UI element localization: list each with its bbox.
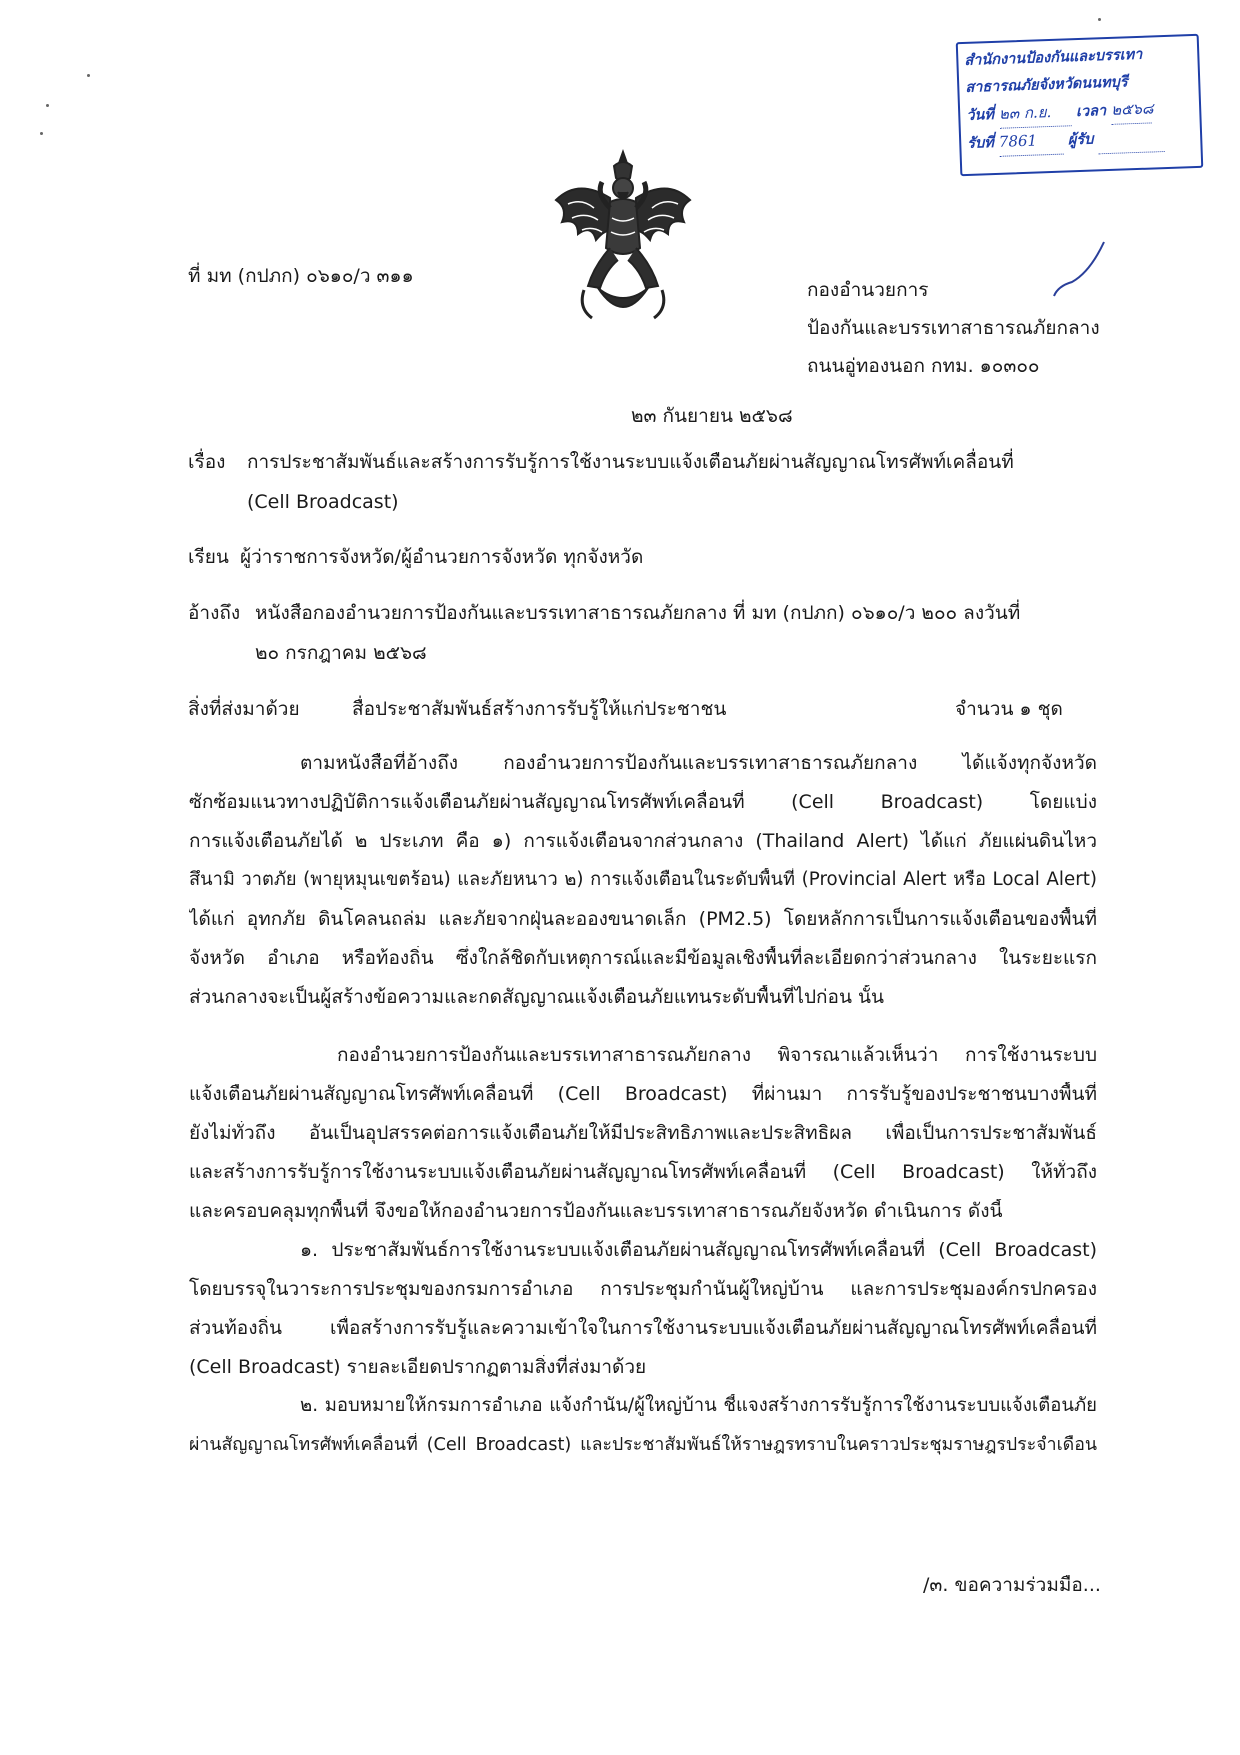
stamp-receipt-value: 7861 bbox=[998, 127, 1063, 157]
stamp-time-value: ๒๕๖๘ bbox=[1111, 96, 1152, 125]
item-1-line: โดยบรรจุในวาระการประชุมของกรมการอำเภอ การประชุมกำนันผู้ใหญ่บ้าน และการประชุมองค์กรปกครอง bbox=[189, 1278, 1097, 1300]
paragraph-2-line: แจ้งเตือนภัยผ่านสัญญาณโทรศัพท์เคลื่อนที่ (Cell Broadcast) ที่ผ่านมา การรับรู้ของประชาชนบางพื้นที่ bbox=[189, 1083, 1097, 1105]
item-1-line: (Cell Broadcast) รายละเอียดปรากฏตามสิ่งที่ส่งมาด้วย bbox=[189, 1356, 647, 1378]
reference-label: อ้างถึง bbox=[188, 602, 241, 624]
stamp-office-line2: สาธารณภัยจังหวัดนนทบุรี bbox=[965, 74, 1128, 96]
signature-mark-icon bbox=[1050, 238, 1110, 304]
stamp-receiver-label: ผู้รับ bbox=[1067, 131, 1094, 149]
paragraph-2-line: กองอำนวยการป้องกันและบรรเทาสาธารณภัยกลาง พิจารณาแล้วเห็นว่า การใช้งานระบบ bbox=[337, 1044, 1097, 1066]
paragraph-1-line: สึนามิ วาตภัย (พายุหมุนเขตร้อน) และภัยหนาว ๒) การแจ้งเตือนในระดับพื้นที่ (Provincial Alert หรือ Local Alert) bbox=[189, 869, 1097, 890]
reference-line-1: หนังสือกองอำนวยการป้องกันและบรรเทาสาธารณภัยกลาง ที่ มท (กปภก) ๐๖๑๐/ว ๒๐๐ ลงวันที่ bbox=[255, 602, 1021, 624]
stamp-date-value: ๒๓ ก.ย. bbox=[998, 98, 1071, 128]
paragraph-1-line: ตามหนังสือที่อ้างถึง กองอำนวยการป้องกันและบรรเทาสาธารณภัยกลาง ได้แจ้งทุกจังหวัด bbox=[300, 752, 1097, 774]
paragraph-1-line: การแจ้งเตือนภัยได้ ๒ ประเภท คือ ๑) การแจ้งเตือนจากส่วนกลาง (Thailand Alert) ได้แก่ ภัยแผ่นดินไหว bbox=[189, 830, 1097, 852]
to-label: เรียน bbox=[188, 546, 229, 568]
enclosure-label: สิ่งที่ส่งมาด้วย bbox=[188, 698, 300, 720]
item-2-line: ๒. มอบหมายให้กรมการอำเภอ แจ้งกำนัน/ผู้ใหญ่บ้าน ชี้แจงสร้างการรับรู้การใช้งานระบบแจ้งเตือนภัย bbox=[300, 1395, 1097, 1416]
paragraph-1-line: ได้แก่ อุทกภัย ดินโคลนถล่ม และภัยจากฝุ่นละอองขนาดเล็ก (PM2.5) โดยหลักการเป็นการแจ้งเตือนของพื้นที่ bbox=[189, 908, 1097, 930]
office-line-1: กองอำนวยการ bbox=[807, 279, 929, 301]
letter-date: ๒๓ กันยายน ๒๕๖๘ bbox=[631, 405, 793, 427]
stamp-date-label: วันที่ bbox=[966, 106, 995, 124]
enclosure-quantity: จำนวน ๑ ชุด bbox=[955, 698, 1063, 720]
stamp-office-line1: สำนักงานป้องกันและบรรเทา bbox=[964, 46, 1143, 69]
subject-label: เรื่อง bbox=[188, 451, 226, 473]
subject-line-2: (Cell Broadcast) bbox=[247, 491, 399, 513]
paragraph-1-line: ส่วนกลางจะเป็นผู้สร้างข้อความและกดสัญญาณแจ้งเตือนภัยแทนระดับพื้นที่ไปก่อน นั้น bbox=[189, 986, 884, 1008]
continuation-note: /๓. ขอความร่วมมือ... bbox=[923, 1574, 1101, 1596]
subject-line-1: การประชาสัมพันธ์และสร้างการรับรู้การใช้งานระบบแจ้งเตือนภัยผ่านสัญญาณโทรศัพท์เคลื่อนที่ bbox=[247, 451, 1014, 473]
paragraph-1-line: ซักซ้อมแนวทางปฏิบัติการแจ้งเตือนภัยผ่านสัญญาณโทรศัพท์เคลื่อนที่ (Cell Broadcast) โดยแบ่ง bbox=[189, 791, 1097, 813]
paragraph-2-line: และครอบคลุมทุกพื้นที่ จึงขอให้กองอำนวยการป้องกันและบรรเทาสาธารณภัยจังหวัด ดำเนินการ ดังนี้ bbox=[189, 1200, 1003, 1222]
to-value: ผู้ว่าราชการจังหวัด/ผู้อำนวยการจังหวัด ทุกจังหวัด bbox=[240, 546, 644, 568]
office-line-3: ถนนอู่ทองนอก กทม. ๑๐๓๐๐ bbox=[807, 355, 1040, 377]
received-stamp bbox=[956, 34, 1204, 176]
item-2-line: ผ่านสัญญาณโทรศัพท์เคลื่อนที่ (Cell Broadcast) และประชาสัมพันธ์ให้ราษฎรทราบในคราวประชุมราษฎรประจำเดือน bbox=[189, 1435, 1097, 1455]
garuda-emblem-icon bbox=[548, 148, 698, 326]
reference-line-2: ๒๐ กรกฎาคม ๒๕๖๘ bbox=[255, 642, 427, 664]
paragraph-2-line: และสร้างการรับรู้การใช้งานระบบแจ้งเตือนภัยผ่านสัญญาณโทรศัพท์เคลื่อนที่ (Cell Broadcast) ให้ทั่วถึง bbox=[189, 1161, 1097, 1183]
item-1-line: ส่วนท้องถิ่น เพื่อสร้างการรับรู้และความเข้าใจในการใช้งานระบบแจ้งเตือนภัยผ่านสัญญาณโทรศัพท์เคลื่อนที่ bbox=[189, 1317, 1097, 1339]
item-1-line: ๑. ประชาสัมพันธ์การใช้งานระบบแจ้งเตือนภัยผ่านสัญญาณโทรศัพท์เคลื่อนที่ (Cell Broadcast) bbox=[300, 1239, 1097, 1261]
paragraph-2-line: ยังไม่ทั่วถึง อันเป็นอุปสรรคต่อการแจ้งเตือนภัยให้มีประสิทธิภาพและประสิทธิผล เพื่อเป็นการประชาสัมพันธ์ bbox=[189, 1122, 1097, 1144]
paragraph-1-line: จังหวัด อำเภอ หรือท้องถิ่น ซึ่งใกล้ชิดกับเหตุการณ์และมีข้อมูลเชิงพื้นที่ละเอียดกว่าส่วนกลาง ในระยะแรก bbox=[189, 947, 1097, 969]
office-line-2: ป้องกันและบรรเทาสาธารณภัยกลาง bbox=[807, 317, 1100, 339]
stamp-receipt-label: รับที่ bbox=[967, 135, 995, 152]
stamp-time-label: เวลา bbox=[1075, 103, 1107, 121]
enclosure-value: สื่อประชาสัมพันธ์สร้างการรับรู้ให้แก่ประชาชน bbox=[352, 698, 727, 720]
document-number: ที่ มท (กปภก) ๐๖๑๐/ว ๓๑๑ bbox=[188, 265, 414, 287]
